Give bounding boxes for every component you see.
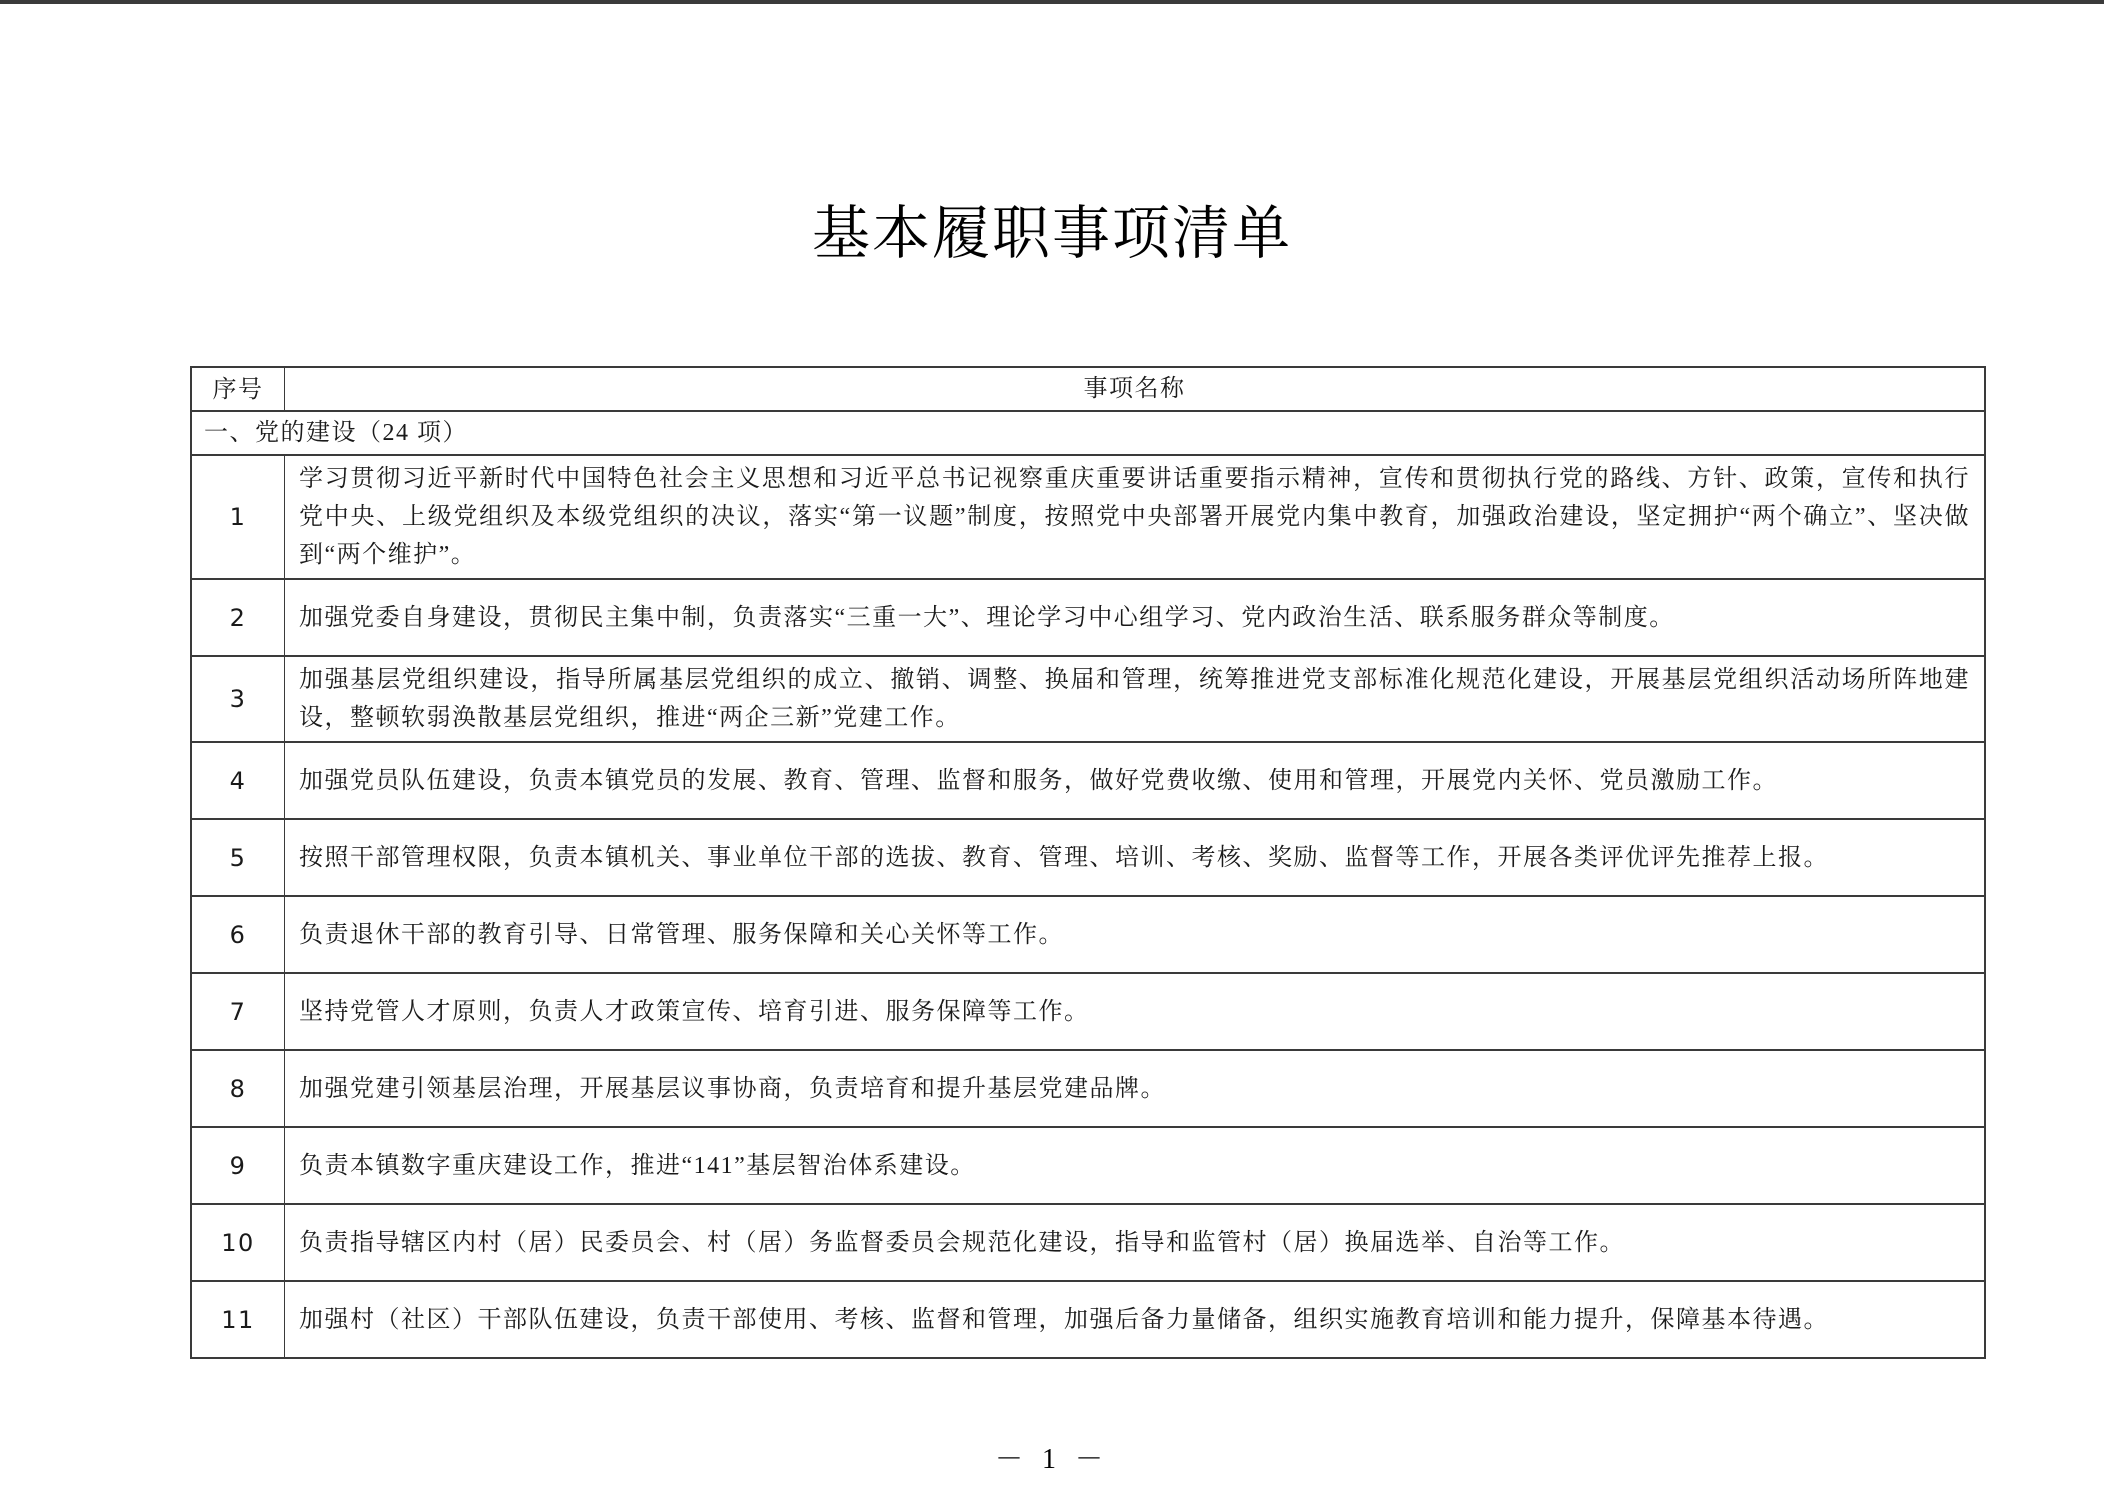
row-index: 5 <box>191 819 285 896</box>
row-index: 2 <box>191 579 285 656</box>
row-index: 10 <box>191 1204 285 1281</box>
header-cell-index: 序号 <box>191 367 285 411</box>
table-row <box>191 1281 1985 1358</box>
page-title: 基本履职事项清单 <box>811 201 1292 266</box>
table-row <box>191 656 1985 742</box>
scan-top-edge <box>0 0 2104 4</box>
row-item-name: 加强党委自身建设，贯彻民主集中制，负责落实“三重一大”、理论学习中心组学习、党内政治生活、联系服务群众等制度。 <box>285 579 1986 656</box>
row-index: 8 <box>191 1050 285 1127</box>
table-row <box>191 1127 1985 1204</box>
table-row <box>191 896 1985 973</box>
table-row <box>191 819 1985 896</box>
table-row <box>191 742 1985 819</box>
table-row <box>191 579 1985 656</box>
row-index: 3 <box>191 656 285 742</box>
table-header-row <box>191 367 1985 411</box>
row-item-name: 加强基层党组织建设，指导所属基层党组织的成立、撤销、调整、换届和管理，统筹推进党支部标准化规范化建设，开展基层党组织活动场所阵地建设，整顿软弱涣散基层党组织，推进“两企三新”党建工作。 <box>285 656 1986 742</box>
row-item-name: 负责退休干部的教育引导、日常管理、服务保障和关心关怀等工作。 <box>285 896 1986 973</box>
row-item-name: 坚持党管人才原则，负责人才政策宣传、培育引进、服务保障等工作。 <box>285 973 1986 1050</box>
section-row <box>191 411 1985 455</box>
row-index: 6 <box>191 896 285 973</box>
row-index: 7 <box>191 973 285 1050</box>
table-row <box>191 1204 1985 1281</box>
section-title: 一、党的建设（24 项） <box>191 411 1985 455</box>
duty-items-table <box>190 366 1986 1359</box>
row-index: 11 <box>191 1281 285 1358</box>
row-index: 4 <box>191 742 285 819</box>
row-index: 1 <box>191 455 285 579</box>
row-item-name: 学习贯彻习近平新时代中国特色社会主义思想和习近平总书记视察重庆重要讲话重要指示精神，宣传和贯彻执行党的路线、方针、政策，宣传和执行党中央、上级党组织及本级党组织的决议，落实“第一议题”制度，按照党中央部署开展党内集中教育，加强政治建设，坚定拥护“两个确立”、坚决做到“两个维护”。 <box>285 455 1986 579</box>
header-cell-name: 事项名称 <box>285 367 1986 411</box>
table-row <box>191 455 1985 579</box>
row-index: 9 <box>191 1127 285 1204</box>
row-item-name: 加强党建引领基层治理，开展基层议事协商，负责培育和提升基层党建品牌。 <box>285 1050 1986 1127</box>
row-item-name: 负责指导辖区内村（居）民委员会、村（居）务监督委员会规范化建设，指导和监管村（居）换届选举、自治等工作。 <box>285 1204 1986 1281</box>
row-item-name: 加强村（社区）干部队伍建设，负责干部使用、考核、监督和管理，加强后备力量储备，组织实施教育培训和能力提升，保障基本待遇。 <box>285 1281 1986 1358</box>
table-row <box>191 973 1985 1050</box>
row-item-name: 按照干部管理权限，负责本镇机关、事业单位干部的选拔、教育、管理、培训、考核、奖励、监督等工作，开展各类评优评先推荐上报。 <box>285 819 1986 896</box>
row-item-name: 负责本镇数字重庆建设工作，推进“141”基层智治体系建设。 <box>285 1127 1986 1204</box>
row-item-name: 加强党员队伍建设，负责本镇党员的发展、教育、管理、监督和服务，做好党费收缴、使用和管理，开展党内关怀、党员激励工作。 <box>285 742 1986 819</box>
page-number: － 1 － <box>994 1444 1109 1475</box>
table-row <box>191 1050 1985 1127</box>
